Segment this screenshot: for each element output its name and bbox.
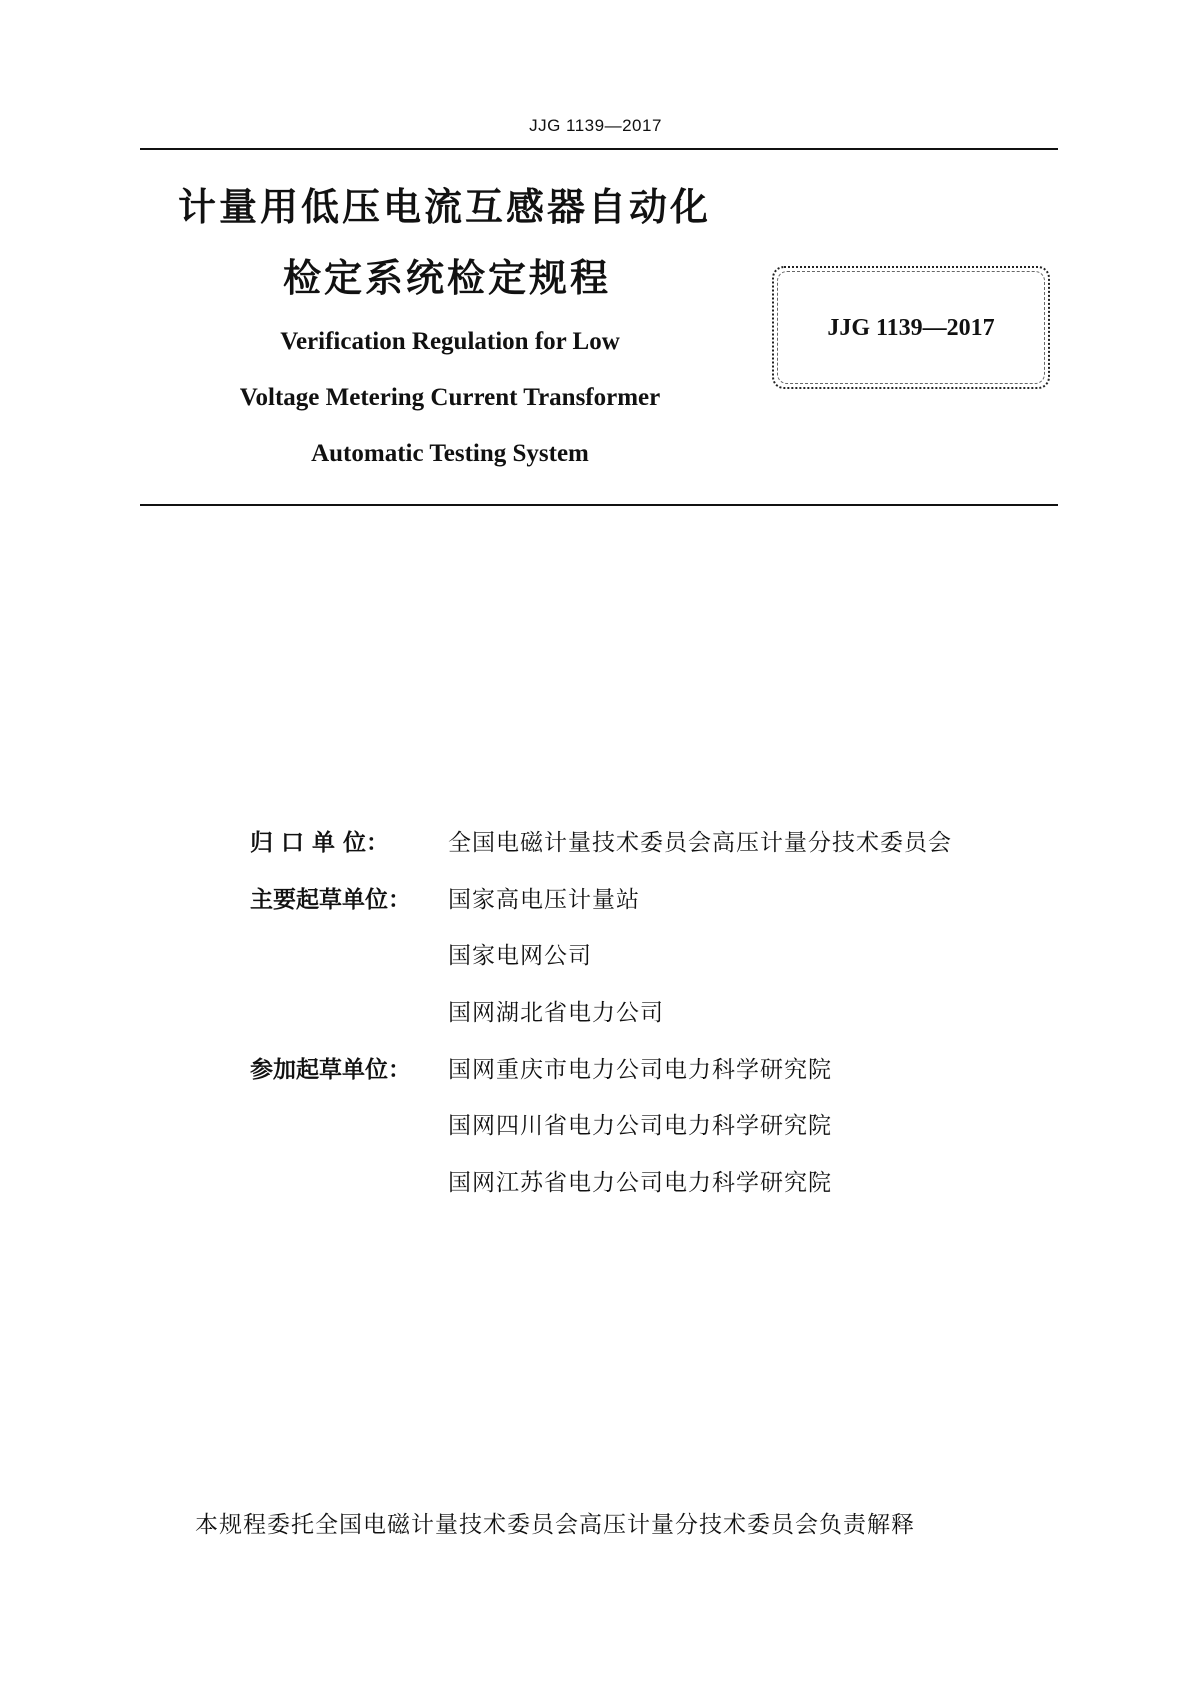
- participating-drafter-item: 国网重庆市电力公司电力科学研究院: [448, 1057, 832, 1083]
- header-standard-code: JJG 1139—2017: [529, 116, 662, 135]
- title-english-line-1: Verification Regulation for Low: [280, 328, 620, 355]
- title-chinese-line-1: 计量用低压电流互感器自动化: [178, 185, 712, 229]
- standard-code-box-text: JJG 1139—2017: [827, 315, 995, 341]
- bottom-divider: [140, 504, 1058, 506]
- participating-drafter-item: 国网江苏省电力公司电力科学研究院: [448, 1170, 832, 1196]
- title-english-line-3: Automatic Testing System: [311, 440, 589, 467]
- main-drafter-item: 国网湖北省电力公司: [448, 1000, 664, 1026]
- participating-drafters-label: 参加起草单位：: [250, 1057, 411, 1083]
- standard-code-frame: [772, 266, 1050, 389]
- main-drafter-item: 国家高电压计量站: [448, 887, 640, 913]
- responsible-unit-label: 归 口 单 位：: [250, 830, 390, 856]
- top-divider: [140, 148, 1058, 150]
- main-drafter-item: 国家电网公司: [448, 943, 592, 969]
- title-chinese-line-2: 检定系统检定规程: [283, 256, 612, 300]
- main-drafters-label: 主要起草单位：: [250, 887, 411, 913]
- responsible-unit-value: 全国电磁计量技术委员会高压计量分技术委员会: [448, 830, 952, 856]
- interpretation-note: 本规程委托全国电磁计量技术委员会高压计量分技术委员会负责解释: [195, 1512, 915, 1538]
- participating-drafter-item: 国网四川省电力公司电力科学研究院: [448, 1113, 832, 1139]
- title-english-line-2: Voltage Metering Current Transformer: [239, 384, 661, 411]
